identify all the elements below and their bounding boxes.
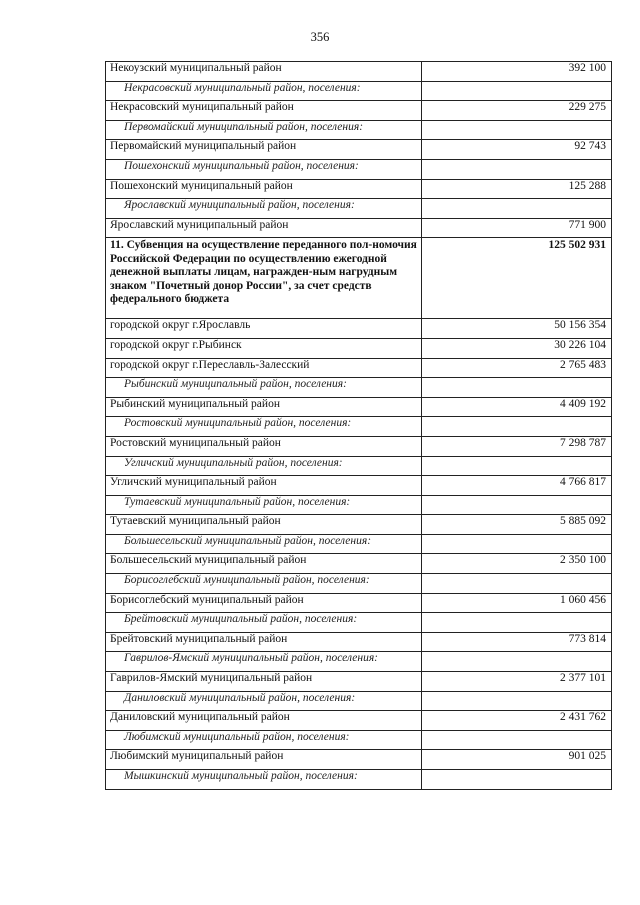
subheader-label: Угличский муниципальный район, поселения:: [106, 456, 422, 476]
section-title: 11. Субвенция на осуществление переданного пол-номочия Российской Федерации по осуществлению ежегодной денежной выплаты лицам, награжден-ным нагрудным знаком "Почетный донор России", за счет средств федерального бюджета: [106, 238, 422, 319]
district-name: Тутаевский муниципальный район: [106, 515, 422, 535]
subheader-label: Большесельский муниципальный район, поселения:: [106, 534, 422, 554]
subheader-row: [106, 534, 612, 554]
page-number: 356: [310, 30, 330, 44]
table-row: [106, 632, 612, 652]
district-name: городской округ г.Рыбинск: [106, 338, 422, 358]
amount-cell: [422, 199, 612, 219]
table-row: [106, 476, 612, 496]
district-name: городской округ г.Переславль-Залесский: [106, 358, 422, 378]
subheader-row: [106, 691, 612, 711]
district-name: Борисоглебский муниципальный район: [106, 593, 422, 613]
amount-cell: [422, 652, 612, 672]
subheader-label: Брейтовский муниципальный район, поселения:: [106, 613, 422, 633]
budget-table-body: [106, 62, 612, 790]
subheader-label: Мышкинский муниципальный район, поселения:: [106, 770, 422, 790]
subheader-row: [106, 120, 612, 140]
amount-cell: 125 502 931: [422, 238, 612, 319]
table-row: [106, 338, 612, 358]
amount-cell: [422, 691, 612, 711]
subheader-label: Любимский муниципальный район, поселения:: [106, 730, 422, 750]
subheader-label: Пошехонский муниципальный район, поселения:: [106, 159, 422, 179]
subheader-label: Первомайский муниципальный район, поселения:: [106, 120, 422, 140]
district-name: Большесельский муниципальный район: [106, 554, 422, 574]
table-row: [106, 179, 612, 199]
amount-cell: 392 100: [422, 62, 612, 82]
district-name: Угличский муниципальный район: [106, 476, 422, 496]
subheader-row: [106, 81, 612, 101]
amount-cell: 125 288: [422, 179, 612, 199]
amount-cell: [422, 81, 612, 101]
subheader-row: [106, 159, 612, 179]
amount-cell: [422, 534, 612, 554]
amount-cell: [422, 159, 612, 179]
subheader-label: Ростовский муниципальный район, поселения:: [106, 417, 422, 437]
subheader-label: Даниловский муниципальный район, поселения:: [106, 691, 422, 711]
budget-table: [105, 61, 612, 790]
amount-cell: 4 409 192: [422, 397, 612, 417]
table-row: [106, 101, 612, 121]
amount-cell: [422, 417, 612, 437]
district-name: Ярославский муниципальный район: [106, 218, 422, 238]
subheader-row: [106, 456, 612, 476]
table-row: [106, 711, 612, 731]
table-row: [106, 672, 612, 692]
subheader-label: Борисоглебский муниципальный район, поселения:: [106, 574, 422, 594]
subheader-row: [106, 495, 612, 515]
district-name: Некрасовский муниципальный район: [106, 101, 422, 121]
subheader-row: [106, 613, 612, 633]
district-name: Рыбинский муниципальный район: [106, 397, 422, 417]
amount-cell: 4 766 817: [422, 476, 612, 496]
subheader-row: [106, 770, 612, 790]
subheader-row: [106, 652, 612, 672]
table-row: [106, 319, 612, 339]
amount-cell: 2 431 762: [422, 711, 612, 731]
subheader-label: Гаврилов-Ямский муниципальный район, поселения:: [106, 652, 422, 672]
table-row: [106, 515, 612, 535]
amount-cell: [422, 456, 612, 476]
subheader-row: [106, 730, 612, 750]
subheader-label: Тутаевский муниципальный район, поселения:: [106, 495, 422, 515]
amount-cell: [422, 495, 612, 515]
district-name: Первомайский муниципальный район: [106, 140, 422, 160]
district-name: городской округ г.Ярославль: [106, 319, 422, 339]
subheader-row: [106, 574, 612, 594]
table-row: [106, 62, 612, 82]
district-name: Любимский муниципальный район: [106, 750, 422, 770]
table-row: [106, 397, 612, 417]
subheader-row: [106, 417, 612, 437]
amount-cell: 2 765 483: [422, 358, 612, 378]
amount-cell: 229 275: [422, 101, 612, 121]
amount-cell: [422, 613, 612, 633]
amount-cell: 5 885 092: [422, 515, 612, 535]
amount-cell: [422, 770, 612, 790]
amount-cell: [422, 120, 612, 140]
district-name: Ростовский муниципальный район: [106, 436, 422, 456]
subheader-label: Некрасовский муниципальный район, поселения:: [106, 81, 422, 101]
amount-cell: 901 025: [422, 750, 612, 770]
subheader-row: [106, 378, 612, 398]
subheader-label: Рыбинский муниципальный район, поселения:: [106, 378, 422, 398]
table-row: [106, 358, 612, 378]
subheader-label: Ярославский муниципальный район, поселения:: [106, 199, 422, 219]
amount-cell: 1 060 456: [422, 593, 612, 613]
district-name: Гаврилов-Ямский муниципальный район: [106, 672, 422, 692]
district-name: Брейтовский муниципальный район: [106, 632, 422, 652]
table-row: [106, 218, 612, 238]
table-row: [106, 140, 612, 160]
amount-cell: 773 814: [422, 632, 612, 652]
amount-cell: [422, 378, 612, 398]
amount-cell: 92 743: [422, 140, 612, 160]
amount-cell: 2 350 100: [422, 554, 612, 574]
amount-cell: 7 298 787: [422, 436, 612, 456]
amount-cell: 2 377 101: [422, 672, 612, 692]
section-row: [106, 238, 612, 319]
district-name: Пошехонский муниципальный район: [106, 179, 422, 199]
subheader-row: [106, 199, 612, 219]
table-row: [106, 593, 612, 613]
table-row: [106, 436, 612, 456]
amount-cell: 771 900: [422, 218, 612, 238]
amount-cell: 50 156 354: [422, 319, 612, 339]
table-row: [106, 750, 612, 770]
district-name: Некоузский муниципальный район: [106, 62, 422, 82]
amount-cell: [422, 574, 612, 594]
district-name: Даниловский муниципальный район: [106, 711, 422, 731]
table-row: [106, 554, 612, 574]
amount-cell: 30 226 104: [422, 338, 612, 358]
amount-cell: [422, 730, 612, 750]
